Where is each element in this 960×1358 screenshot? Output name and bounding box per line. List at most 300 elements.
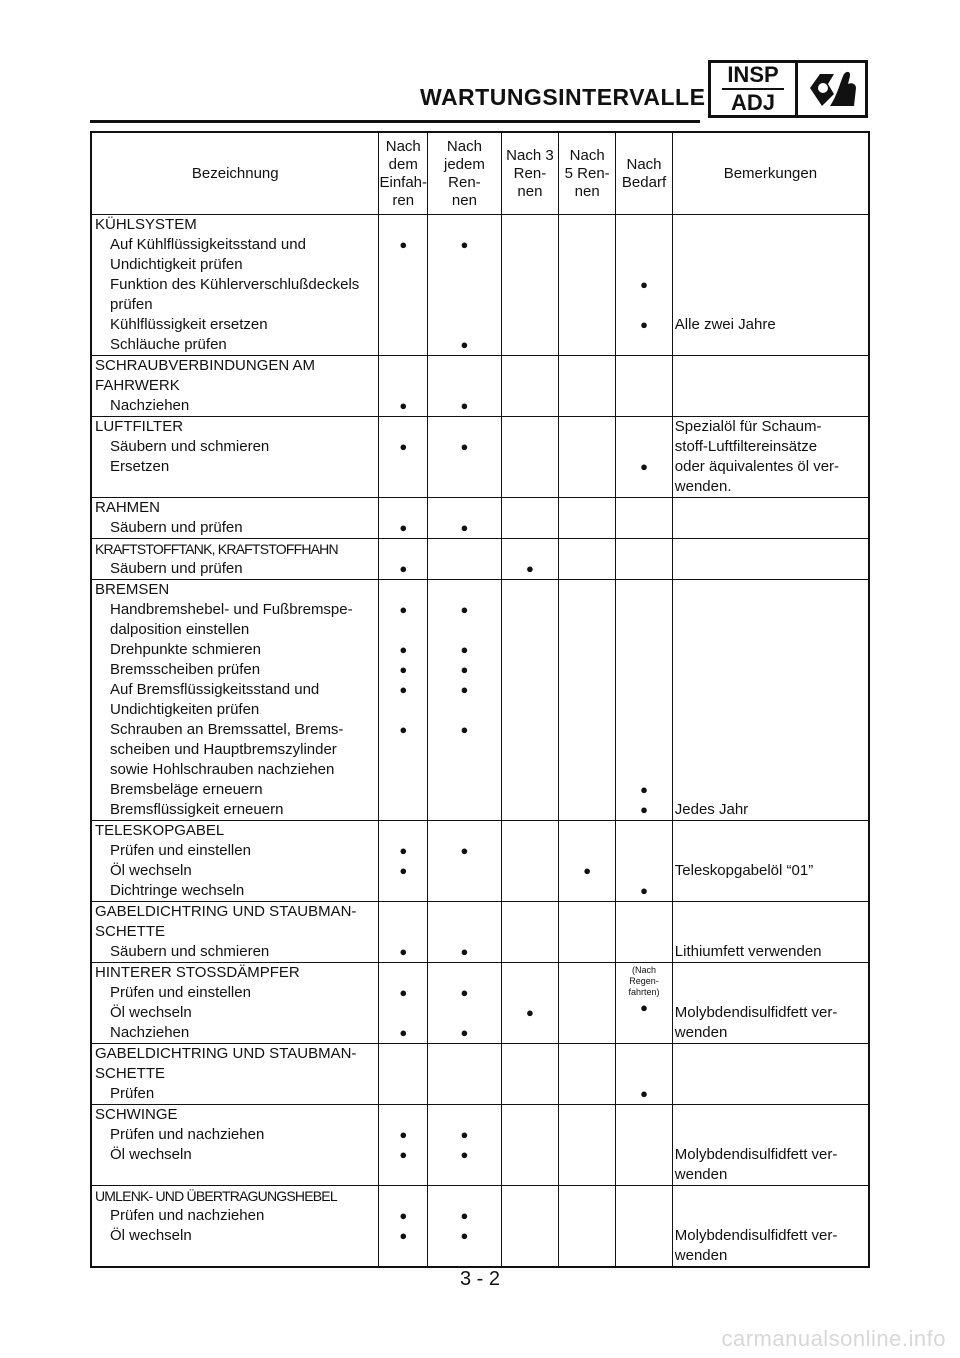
item-task: Prüfen und einstellen	[110, 984, 251, 1001]
dot-icon: ●	[640, 1086, 648, 1101]
remark-line	[673, 620, 868, 640]
interval-empty	[428, 215, 501, 235]
interval-cell-5	[616, 356, 673, 417]
interval-empty	[559, 1105, 615, 1125]
interval-empty	[616, 255, 672, 275]
item-name-cell	[91, 215, 379, 356]
interval-dot	[616, 780, 672, 800]
interval-empty	[428, 800, 501, 820]
interval-dot	[616, 315, 672, 335]
interval-empty	[502, 335, 558, 355]
interval-empty	[379, 498, 427, 518]
interval-empty	[559, 1226, 615, 1246]
interval-empty	[379, 215, 427, 235]
item-task: Nachziehen	[110, 397, 190, 414]
interval-dot	[428, 437, 501, 457]
remark-line	[673, 881, 868, 901]
interval-dot	[559, 861, 615, 881]
dot-icon: ●	[399, 1228, 408, 1243]
interval-empty	[616, 1064, 672, 1084]
item-name-cell	[91, 963, 379, 1044]
interval-dot	[616, 275, 672, 295]
interval-cell-2	[428, 1105, 502, 1186]
interval-empty	[502, 539, 558, 559]
interval-empty	[428, 740, 501, 760]
remark-line: Jedes Jahr	[674, 801, 749, 818]
dot-icon: ●	[640, 802, 648, 817]
interval-empty	[379, 275, 427, 295]
dot-icon: ●	[460, 398, 469, 413]
header-name: Bezeichnung	[91, 132, 379, 215]
item-heading: BREMSEN	[95, 581, 170, 598]
interval-empty	[428, 821, 501, 841]
interval-cell-4	[559, 215, 616, 356]
interval-empty	[428, 295, 501, 315]
interval-cell-4	[559, 1186, 616, 1268]
interval-cell-1	[379, 963, 428, 1044]
interval-empty	[559, 760, 615, 780]
header-line: Ren-	[448, 173, 481, 191]
remark-line	[673, 295, 868, 315]
dot-icon: ●	[640, 459, 648, 474]
interval-cell-2	[428, 1186, 502, 1268]
remark-line	[673, 1105, 868, 1125]
dot-icon: ●	[399, 682, 408, 697]
header-col2	[428, 132, 502, 215]
interval-empty	[559, 841, 615, 861]
dot-icon: ●	[399, 602, 408, 617]
header-line: Nach	[446, 137, 482, 155]
interval-empty	[616, 1044, 672, 1064]
dot-icon: ●	[460, 985, 469, 1000]
interval-empty	[616, 1226, 672, 1246]
item-task: Prüfen und einstellen	[110, 842, 251, 859]
table-header-row	[91, 132, 869, 215]
interval-empty	[559, 477, 615, 497]
interval-empty	[616, 700, 672, 720]
item-task: Säubern und prüfen	[110, 519, 243, 536]
remark-line: Lithiumfett verwenden	[674, 943, 822, 960]
remark-line	[673, 518, 868, 538]
interval-empty	[616, 841, 672, 861]
interval-dot	[428, 600, 501, 620]
remark-line	[673, 559, 868, 579]
dot-icon: ●	[640, 277, 648, 292]
remark-line	[673, 963, 868, 983]
badge-text	[711, 63, 798, 115]
dot-icon: ●	[399, 722, 408, 737]
interval-empty	[502, 1064, 558, 1084]
interval-empty	[502, 760, 558, 780]
remark-line	[673, 1186, 868, 1206]
interval-dot	[616, 998, 672, 1018]
interval-empty	[559, 315, 615, 335]
remark-line	[673, 539, 868, 559]
interval-dot	[428, 640, 501, 660]
interval-dot	[502, 559, 558, 579]
item-task: Dichtringe wechseln	[110, 882, 245, 899]
remark-line	[673, 700, 868, 720]
header-col5	[616, 132, 673, 215]
interval-empty	[559, 821, 615, 841]
remark-line	[673, 1084, 868, 1104]
item-heading: UMLENK- UND ÜBERTRAGUNGSHEBEL	[95, 1188, 337, 1204]
interval-note	[616, 963, 672, 998]
dot-icon: ●	[460, 1147, 469, 1162]
interval-dot	[616, 800, 672, 820]
remark-line: Alle zwei Jahre	[674, 316, 776, 333]
interval-note-line: (Nach	[632, 965, 657, 975]
interval-empty	[559, 356, 615, 376]
interval-empty	[379, 255, 427, 275]
interval-empty	[502, 740, 558, 760]
dot-icon: ●	[399, 1127, 408, 1142]
remark-line	[673, 275, 868, 295]
interval-empty	[502, 1165, 558, 1185]
item-task: Bremsflüssigkeit erneuern	[110, 801, 284, 818]
interval-empty	[616, 559, 672, 579]
interval-dot	[379, 680, 427, 700]
dot-icon: ●	[399, 944, 408, 959]
interval-empty	[428, 417, 501, 437]
interval-empty	[559, 376, 615, 396]
interval-dot	[616, 1084, 672, 1104]
remark-line	[673, 1125, 868, 1145]
interval-cell-4	[559, 1105, 616, 1186]
interval-empty	[559, 660, 615, 680]
remarks-cell	[672, 902, 869, 963]
interval-empty	[616, 215, 672, 235]
interval-empty	[502, 235, 558, 255]
item-heading: GABELDICHTRING UND STAUBMAN-	[95, 903, 357, 920]
interval-cell-3	[501, 539, 558, 580]
dot-icon: ●	[460, 1208, 469, 1223]
interval-empty	[559, 1023, 615, 1043]
item-task: Bremsbeläge erneuern	[110, 781, 263, 798]
item-task: Undichtigkeiten prüfen	[110, 701, 260, 718]
interval-dot	[428, 335, 501, 355]
interval-empty	[502, 881, 558, 901]
remark-line	[673, 660, 868, 680]
interval-dot	[379, 518, 427, 538]
remark-line: wenden	[674, 1024, 728, 1041]
interval-cell-3	[501, 902, 558, 963]
title-rule	[90, 120, 700, 123]
item-task: dalposition einstellen	[110, 621, 250, 638]
interval-empty	[502, 1186, 558, 1206]
interval-note-line: fahrten)	[628, 987, 660, 997]
interval-empty	[616, 1186, 672, 1206]
dot-icon: ●	[399, 642, 408, 657]
dot-icon: ●	[526, 561, 534, 576]
interval-empty	[616, 477, 672, 497]
interval-empty	[502, 680, 558, 700]
interval-empty	[502, 1105, 558, 1125]
interval-dot	[379, 1206, 427, 1226]
interval-cell-5	[616, 215, 673, 356]
remark-line	[673, 335, 868, 355]
dot-icon: ●	[460, 1127, 469, 1142]
item-task: sowie Hohlschrauben nachziehen	[110, 761, 335, 778]
remark-line	[673, 1206, 868, 1226]
interval-dot	[616, 881, 672, 901]
dot-icon: ●	[399, 1147, 408, 1162]
interval-dot	[379, 559, 427, 579]
remark-line	[673, 600, 868, 620]
interval-cell-5	[616, 821, 673, 902]
interval-cell-2	[428, 580, 502, 821]
table-row	[91, 902, 869, 963]
interval-dot	[428, 1145, 501, 1165]
interval-cell-3	[501, 963, 558, 1044]
dot-icon: ●	[460, 642, 469, 657]
item-name-cell	[91, 902, 379, 963]
interval-empty	[428, 1186, 501, 1206]
dot-icon: ●	[460, 843, 469, 858]
header-line: Bedarf	[621, 173, 667, 191]
maintenance-table	[90, 131, 870, 1268]
interval-empty	[502, 780, 558, 800]
interval-empty	[428, 922, 501, 942]
interval-empty	[559, 215, 615, 235]
interval-empty	[379, 1003, 427, 1023]
interval-empty	[379, 1064, 427, 1084]
interval-empty	[502, 356, 558, 376]
item-task: Säubern und schmieren	[110, 438, 270, 455]
item-task: Auf Kühlflüssigkeitsstand und	[110, 236, 306, 253]
interval-empty	[379, 457, 427, 477]
interval-cell-4	[559, 417, 616, 498]
interval-empty	[559, 983, 615, 1003]
interval-empty	[559, 559, 615, 579]
interval-cell-5	[616, 539, 673, 580]
interval-empty	[502, 821, 558, 841]
interval-empty	[502, 1226, 558, 1246]
interval-empty	[502, 1206, 558, 1226]
item-heading: SCHETTE	[95, 923, 166, 940]
interval-empty	[616, 922, 672, 942]
interval-empty	[616, 1206, 672, 1226]
remark-line: wenden	[674, 1247, 728, 1264]
interval-empty	[559, 295, 615, 315]
table-body	[91, 215, 869, 1268]
interval-cell-4	[559, 963, 616, 1044]
table-row	[91, 498, 869, 539]
remark-line: Molybdendisulfidfett ver-	[674, 1004, 838, 1021]
dot-icon: ●	[399, 520, 408, 535]
remark-line	[673, 983, 868, 1003]
interval-empty	[379, 922, 427, 942]
item-heading: KÜHLSYSTEM	[95, 216, 197, 233]
item-heading: TELESKOPGABEL	[95, 822, 225, 839]
interval-cell-2	[428, 902, 502, 963]
interval-dot	[428, 720, 501, 740]
interval-empty	[559, 275, 615, 295]
interval-empty	[559, 800, 615, 820]
dot-icon: ●	[526, 1005, 534, 1020]
interval-cell-1	[379, 215, 428, 356]
interval-empty	[428, 539, 501, 559]
interval-empty	[379, 1165, 427, 1185]
interval-empty	[559, 1125, 615, 1145]
interval-empty	[502, 922, 558, 942]
interval-empty	[616, 720, 672, 740]
remark-line	[673, 821, 868, 841]
remark-line	[673, 255, 868, 275]
item-name-cell	[91, 580, 379, 821]
interval-cell-4	[559, 580, 616, 821]
remark-line: wenden	[674, 1166, 728, 1183]
interval-empty	[616, 1145, 672, 1165]
item-name-cell	[91, 1105, 379, 1186]
remarks-cell	[672, 1105, 869, 1186]
interval-dot	[379, 660, 427, 680]
interval-dot	[379, 841, 427, 861]
table-row	[91, 580, 869, 821]
interval-empty	[379, 1084, 427, 1104]
page-title: WARTUNGSINTERVALLE	[420, 84, 706, 110]
interval-empty	[559, 740, 615, 760]
dot-icon: ●	[583, 863, 592, 878]
interval-cell-3	[501, 1044, 558, 1105]
interval-empty	[502, 295, 558, 315]
interval-dot	[379, 600, 427, 620]
header-line: jedem	[443, 155, 485, 173]
interval-empty	[379, 620, 427, 640]
interval-empty	[502, 437, 558, 457]
interval-empty	[559, 235, 615, 255]
interval-empty	[379, 1246, 427, 1266]
interval-empty	[559, 680, 615, 700]
interval-empty	[616, 498, 672, 518]
interval-empty	[428, 881, 501, 901]
dot-icon: ●	[399, 1208, 408, 1223]
item-heading: GABELDICHTRING UND STAUBMAN-	[95, 1045, 357, 1062]
interval-empty	[428, 1165, 501, 1185]
dot-icon: ●	[460, 682, 469, 697]
item-task: Schläuche prüfen	[110, 336, 227, 353]
interval-cell-2	[428, 215, 502, 356]
interval-cell-2	[428, 963, 502, 1044]
interval-cell-2	[428, 1044, 502, 1105]
header-line: Nach 3	[506, 146, 554, 164]
remarks-cell	[672, 417, 869, 498]
interval-empty	[559, 1003, 615, 1023]
interval-cell-4	[559, 356, 616, 417]
interval-empty	[559, 580, 615, 600]
interval-dot	[379, 1125, 427, 1145]
dot-icon: ●	[460, 439, 469, 454]
remarks-cell	[672, 1044, 869, 1105]
interval-empty	[379, 539, 427, 559]
interval-dot	[379, 640, 427, 660]
interval-empty	[559, 498, 615, 518]
item-heading: KRAFTSTOFFTANK, KRAFTSTOFFHAHN	[95, 541, 338, 557]
item-task	[92, 477, 378, 497]
table-row	[91, 417, 869, 498]
interval-empty	[616, 861, 672, 881]
interval-cell-3	[501, 1105, 558, 1186]
remarks-cell	[672, 963, 869, 1044]
interval-dot	[379, 1226, 427, 1246]
interval-cell-1	[379, 1186, 428, 1268]
page-number: 3 - 2	[459, 1268, 501, 1290]
interval-dot	[379, 1145, 427, 1165]
interval-empty	[559, 1084, 615, 1104]
interval-cell-1	[379, 498, 428, 539]
header-line: Ren-	[513, 164, 547, 182]
interval-dot	[379, 235, 427, 255]
interval-empty	[502, 861, 558, 881]
interval-empty	[559, 396, 615, 416]
interval-empty	[379, 376, 427, 396]
item-name-cell	[91, 821, 379, 902]
dot-icon: ●	[460, 944, 469, 959]
remark-line: oder äquivalentes öl ver-	[674, 458, 840, 475]
dot-icon: ●	[399, 662, 408, 677]
interval-empty	[616, 821, 672, 841]
interval-empty	[559, 902, 615, 922]
interval-empty	[379, 902, 427, 922]
interval-cell-5	[616, 963, 673, 1044]
dot-icon: ●	[460, 662, 469, 677]
interval-empty	[502, 457, 558, 477]
item-task: Säubern und prüfen	[110, 560, 243, 577]
badge-top-text: INSP	[727, 62, 779, 87]
interval-cell-5	[616, 902, 673, 963]
item-task: Prüfen	[110, 1085, 155, 1102]
interval-empty	[502, 1246, 558, 1266]
badge-bottom-text: ADJ	[730, 90, 775, 115]
remark-line	[673, 680, 868, 700]
table-row	[91, 539, 869, 580]
table-row	[91, 821, 869, 902]
header-line: Nach	[626, 155, 662, 173]
interval-empty	[502, 275, 558, 295]
interval-cell-5	[616, 498, 673, 539]
interval-empty	[428, 477, 501, 497]
interval-empty	[502, 396, 558, 416]
interval-empty	[428, 1084, 501, 1104]
interval-empty	[616, 1018, 672, 1038]
interval-empty	[559, 1206, 615, 1226]
item-heading: LUFTFILTER	[95, 418, 184, 435]
interval-empty	[379, 580, 427, 600]
interval-empty	[428, 315, 501, 335]
interval-empty	[616, 740, 672, 760]
interval-cell-2	[428, 356, 502, 417]
interval-empty	[502, 800, 558, 820]
dot-icon: ●	[399, 561, 408, 576]
remarks-cell	[672, 215, 869, 356]
interval-empty	[428, 620, 501, 640]
interval-empty	[428, 780, 501, 800]
interval-empty	[428, 700, 501, 720]
interval-empty	[379, 356, 427, 376]
interval-empty	[616, 1165, 672, 1185]
dot-icon: ●	[460, 1025, 469, 1040]
item-task: Handbremshebel- und Fußbremspe-	[110, 601, 353, 618]
interval-empty	[428, 902, 501, 922]
remark-line	[673, 1044, 868, 1064]
item-task: Öl wechseln	[110, 862, 192, 879]
header-col3	[501, 132, 558, 215]
interval-empty	[428, 1044, 501, 1064]
interval-empty	[502, 660, 558, 680]
remark-line	[673, 235, 868, 255]
interval-empty	[559, 1186, 615, 1206]
interval-empty	[559, 255, 615, 275]
